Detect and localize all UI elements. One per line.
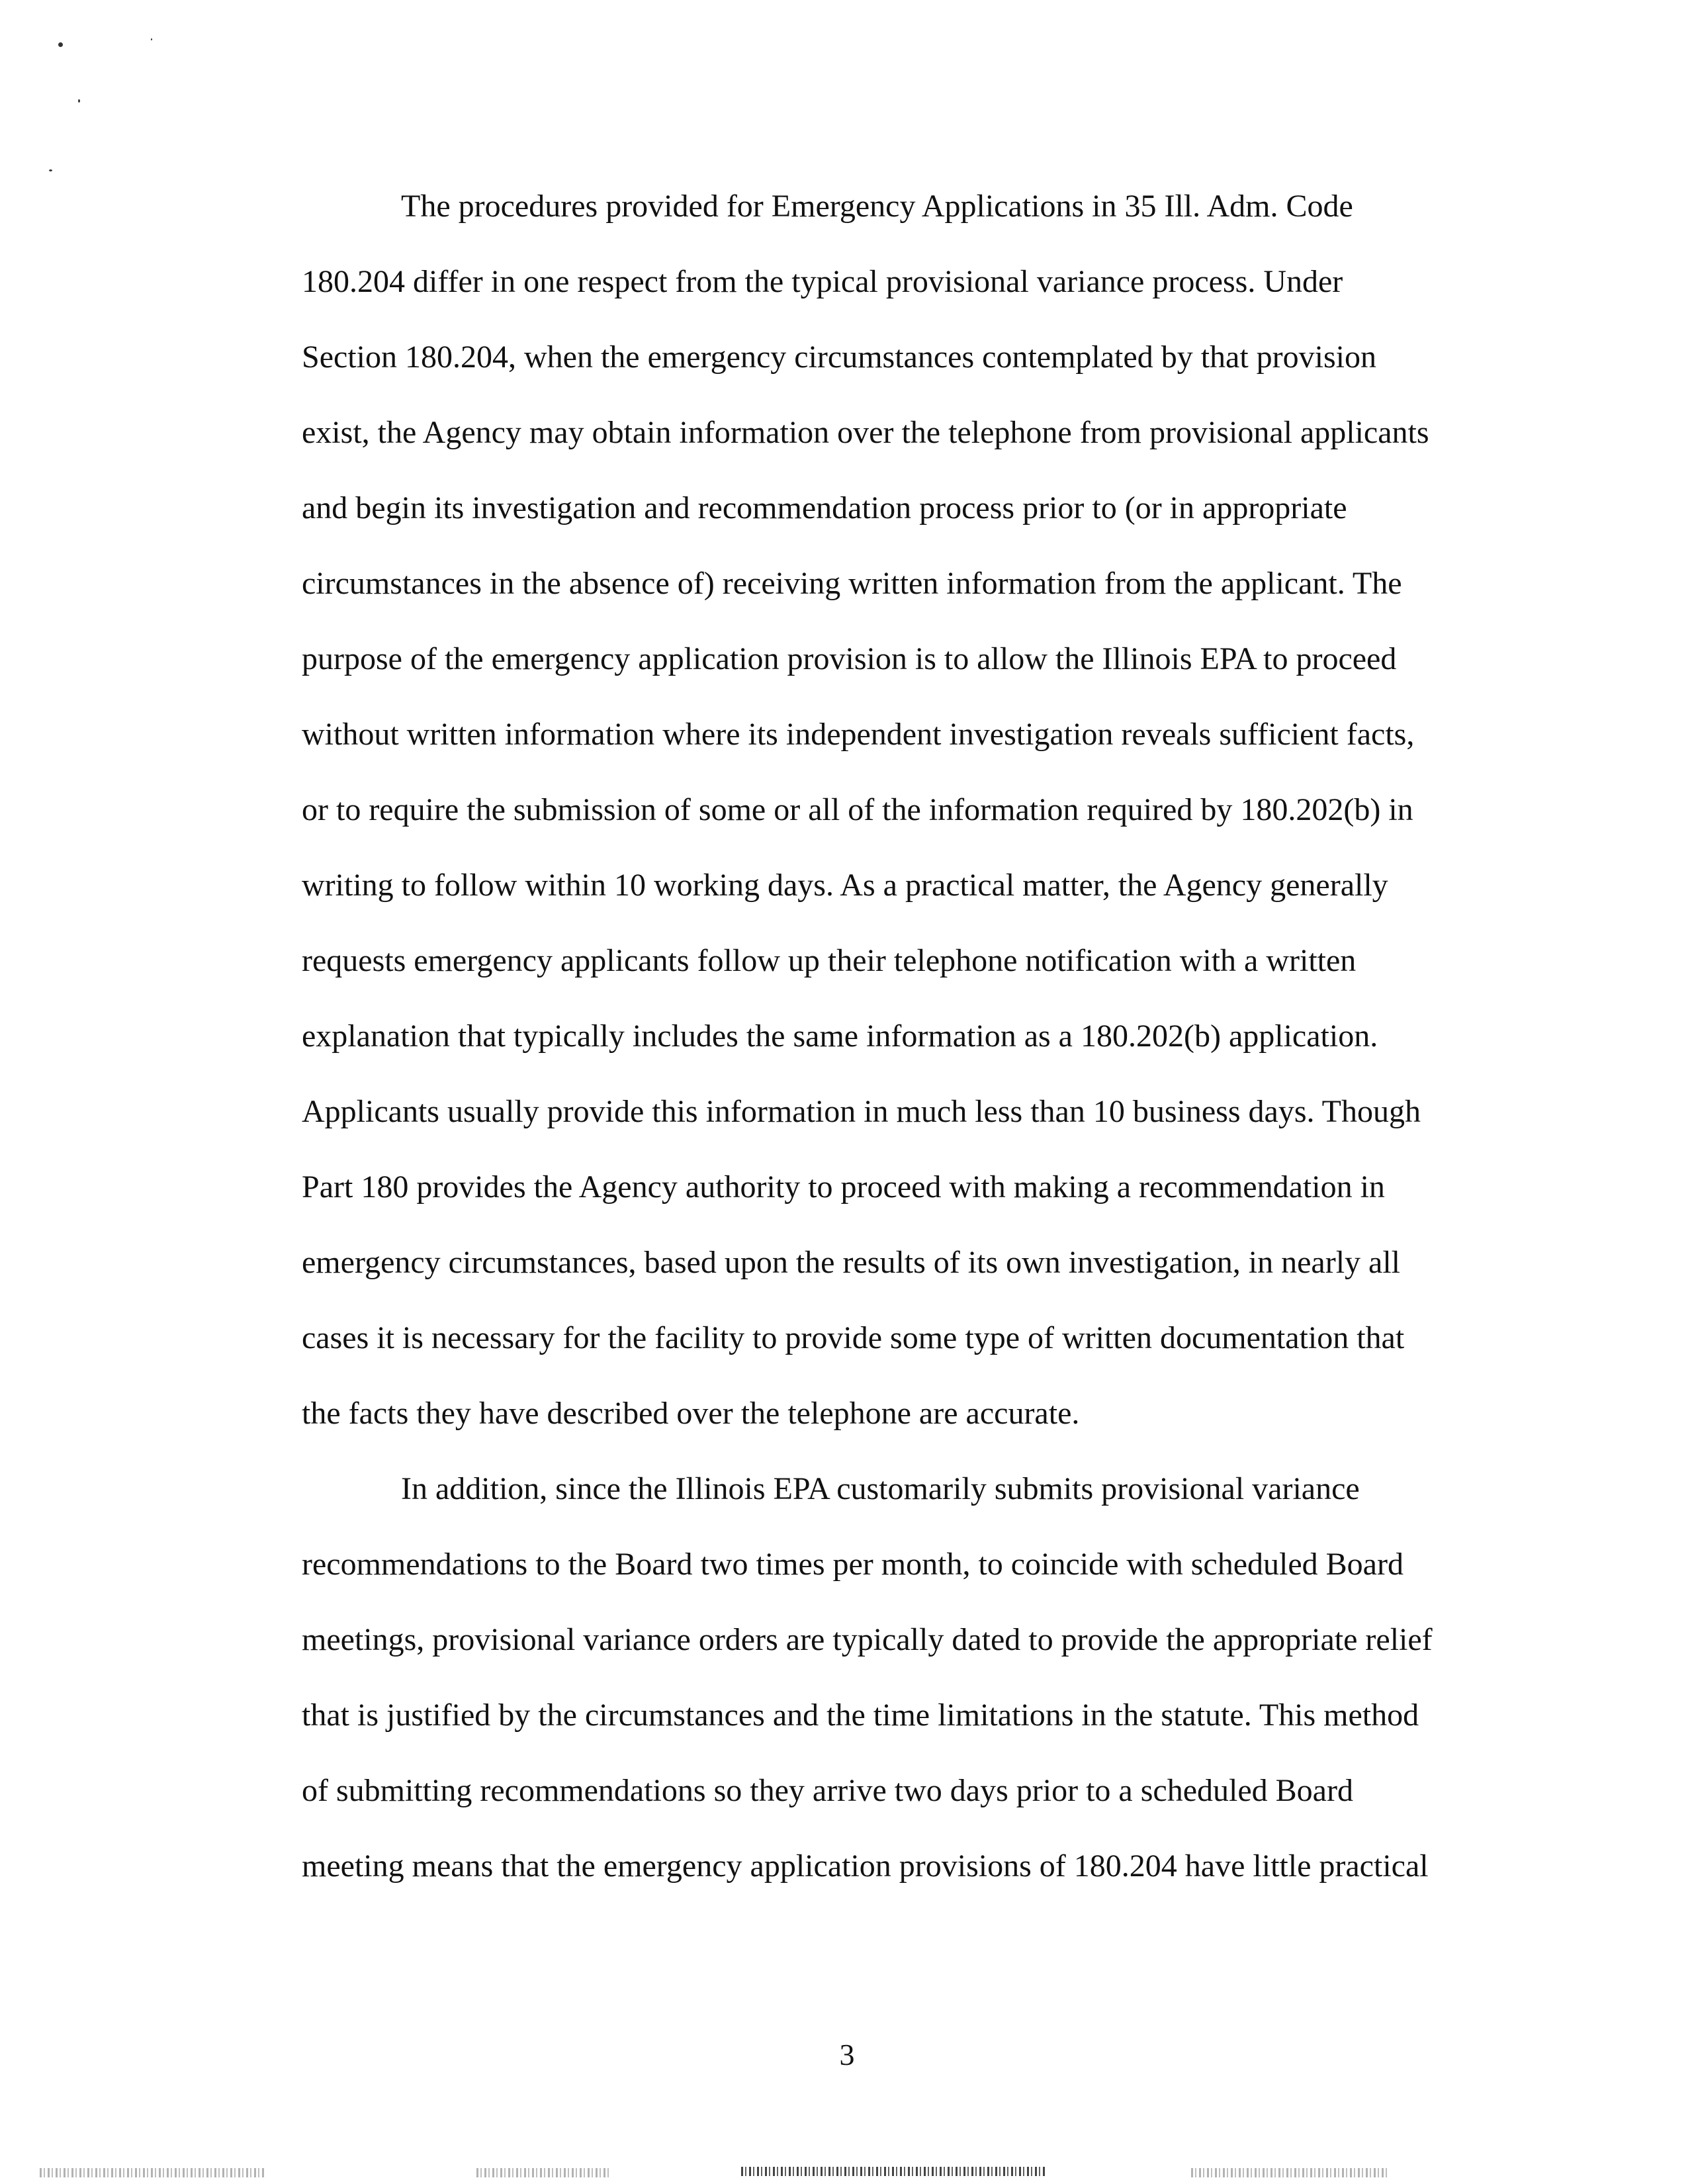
paragraph-1-line-15: emergency circumstances, based upon the results of its own investigation, in nearly all (302, 1245, 1401, 1280)
paragraph-1-line-16: cases it is necessary for the facility to provide some type of written documentation that (302, 1320, 1405, 1355)
paragraph-1-line-2: 180.204 differ in one respect from the typical provisional variance process. Under (302, 264, 1343, 299)
paragraph-1-line-9: or to require the submission of some or all of the information required by 180.202(b) in (302, 792, 1413, 827)
scan-artifact (1191, 2168, 1390, 2177)
scan-artifact (741, 2167, 1046, 2176)
paragraph-1-line-13: Applicants usually provide this information in much less than 10 business days. Though (302, 1094, 1421, 1129)
paragraph-1-line-5: and begin its investigation and recommendation process prior to (or in appropriate (302, 490, 1347, 525)
paragraph-1-line-4: exist, the Agency may obtain information over the telephone from provisional applicants (302, 415, 1429, 450)
paragraph-1-line-7: purpose of the emergency application provision is to allow the Illinois EPA to proceed (302, 641, 1397, 676)
paragraph-2-line-6: meeting means that the emergency application provisions of 180.204 have little practical (302, 1848, 1429, 1884)
paragraph-1-line-1: The procedures provided for Emergency Applications in 35 Ill. Adm. Code (401, 189, 1353, 224)
paragraph-1-line-8: without written information where its independent investigation reveals sufficient facts, (302, 717, 1415, 752)
paragraph-1-line-3: Section 180.204, when the emergency circumstances contemplated by that provision (302, 340, 1377, 375)
paragraph-1-line-14: Part 180 provides the Agency authority to proceed with making a recommendation in (302, 1169, 1385, 1205)
paragraph-2-line-1: In addition, since the Illinois EPA customarily submits provisional variance (401, 1471, 1360, 1506)
paragraph-2-line-2: recommendations to the Board two times per month, to coincide with scheduled Board (302, 1547, 1404, 1582)
paragraph-1-line-17: the facts they have described over the telephone are accurate. (302, 1396, 1080, 1431)
paragraph-2-line-5: of submitting recommendations so they arrive two days prior to a scheduled Board (302, 1773, 1353, 1808)
paragraph-2-line-3: meetings, provisional variance orders are typically dated to provide the appropriate relief (302, 1622, 1433, 1657)
scan-speck (78, 99, 80, 103)
paragraph-1-line-10: writing to follow within 10 working days. As a practical matter, the Agency generally (302, 868, 1388, 903)
paragraph-1-line-11: requests emergency applicants follow up their telephone notification with a written (302, 943, 1357, 978)
scan-speck (49, 169, 52, 171)
scan-speck (151, 38, 152, 40)
page-number: 3 (839, 2038, 855, 2071)
scan-artifact (476, 2168, 609, 2177)
paragraph-2-line-4: that is justified by the circumstances and the time limitations in the statute. This method (302, 1698, 1419, 1733)
scan-speck (58, 42, 63, 47)
paragraph-1-line-6: circumstances in the absence of) receiving written information from the applicant. The (302, 566, 1402, 601)
paragraph-1-line-12: explanation that typically includes the same information as a 180.202(b) application. (302, 1019, 1378, 1054)
scan-artifact (40, 2168, 265, 2177)
